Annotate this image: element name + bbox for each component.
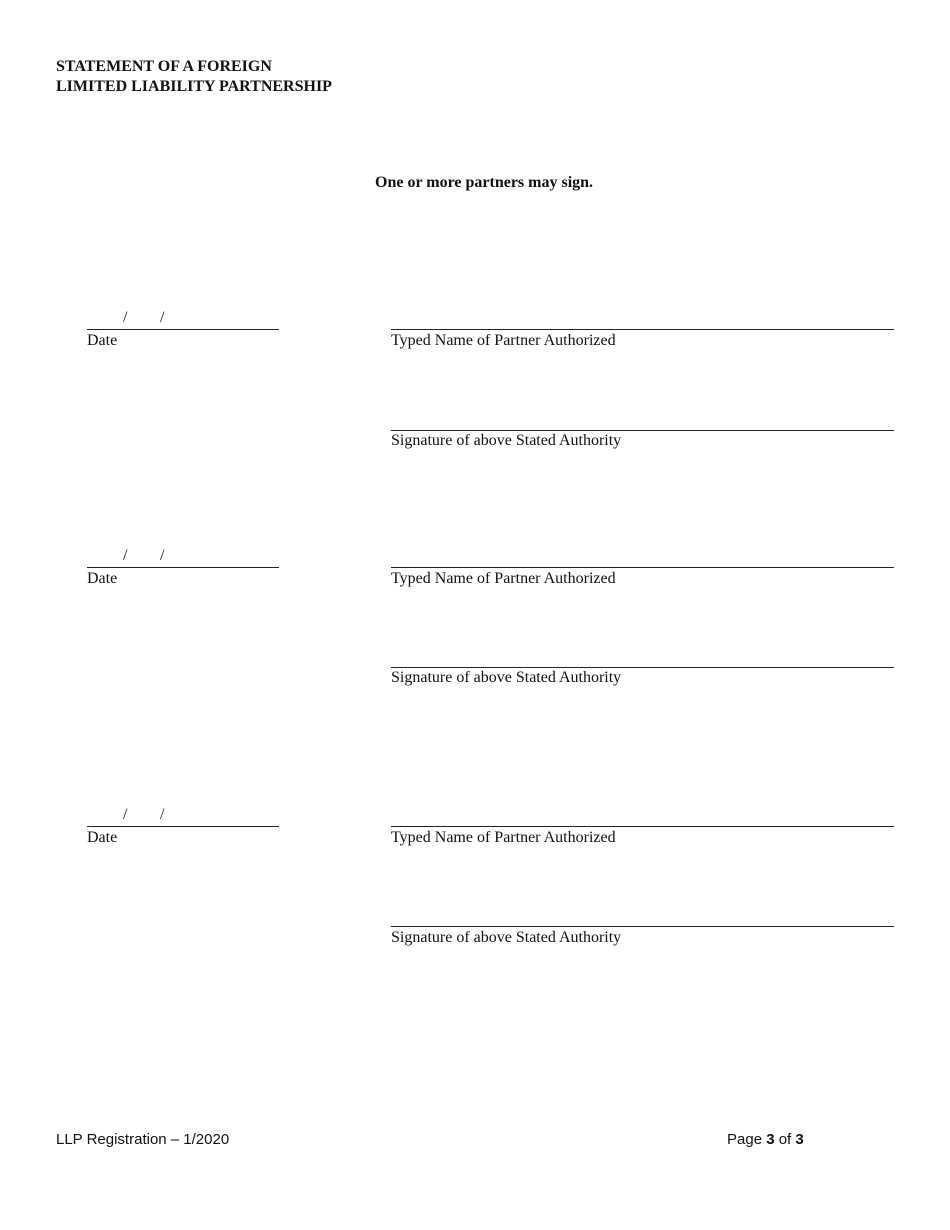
typed-name-field[interactable] xyxy=(391,311,894,330)
title-line-1: STATEMENT OF A FOREIGN xyxy=(56,58,272,75)
typed-name-label: Typed Name of Partner Authorized xyxy=(391,570,616,587)
typed-name-label: Typed Name of Partner Authorized xyxy=(391,332,616,349)
page-total: 3 xyxy=(795,1131,804,1148)
date-slash: / xyxy=(123,806,128,823)
title-line-2: LIMITED LIABILITY PARTNERSHIP xyxy=(56,78,332,95)
signature-label: Signature of above Stated Authority xyxy=(391,432,622,449)
date-slash: / xyxy=(123,309,128,326)
date-field[interactable] xyxy=(87,549,279,568)
signature-block-2 xyxy=(0,549,950,689)
signature-field[interactable] xyxy=(391,649,894,668)
date-label: Date xyxy=(87,570,118,587)
document-title xyxy=(56,57,332,97)
signature-label: Signature of above Stated Authority xyxy=(391,669,622,686)
page-of: of xyxy=(774,1131,796,1148)
date-slash: / xyxy=(123,547,128,564)
typed-name-field[interactable] xyxy=(391,549,894,568)
form-identifier: LLP Registration – 1/2020 xyxy=(56,1131,230,1148)
date-field[interactable] xyxy=(87,808,279,827)
date-field[interactable] xyxy=(87,311,279,330)
date-label: Date xyxy=(87,332,118,349)
date-label: Date xyxy=(87,829,118,846)
signature-label: Signature of above Stated Authority xyxy=(391,929,622,946)
signing-instruction: One or more partners may sign. xyxy=(375,174,594,191)
date-slash: / xyxy=(160,806,165,823)
typed-name-label: Typed Name of Partner Authorized xyxy=(391,829,616,846)
signature-block-3 xyxy=(0,808,950,948)
page-number xyxy=(727,1131,804,1148)
typed-name-field[interactable] xyxy=(391,808,894,827)
signature-field[interactable] xyxy=(391,412,894,431)
date-slash: / xyxy=(160,309,165,326)
page-prefix: Page xyxy=(727,1131,767,1148)
date-slash: / xyxy=(160,547,165,564)
signature-field[interactable] xyxy=(391,908,894,927)
signature-block-1 xyxy=(0,311,950,451)
page-current: 3 xyxy=(766,1131,775,1148)
